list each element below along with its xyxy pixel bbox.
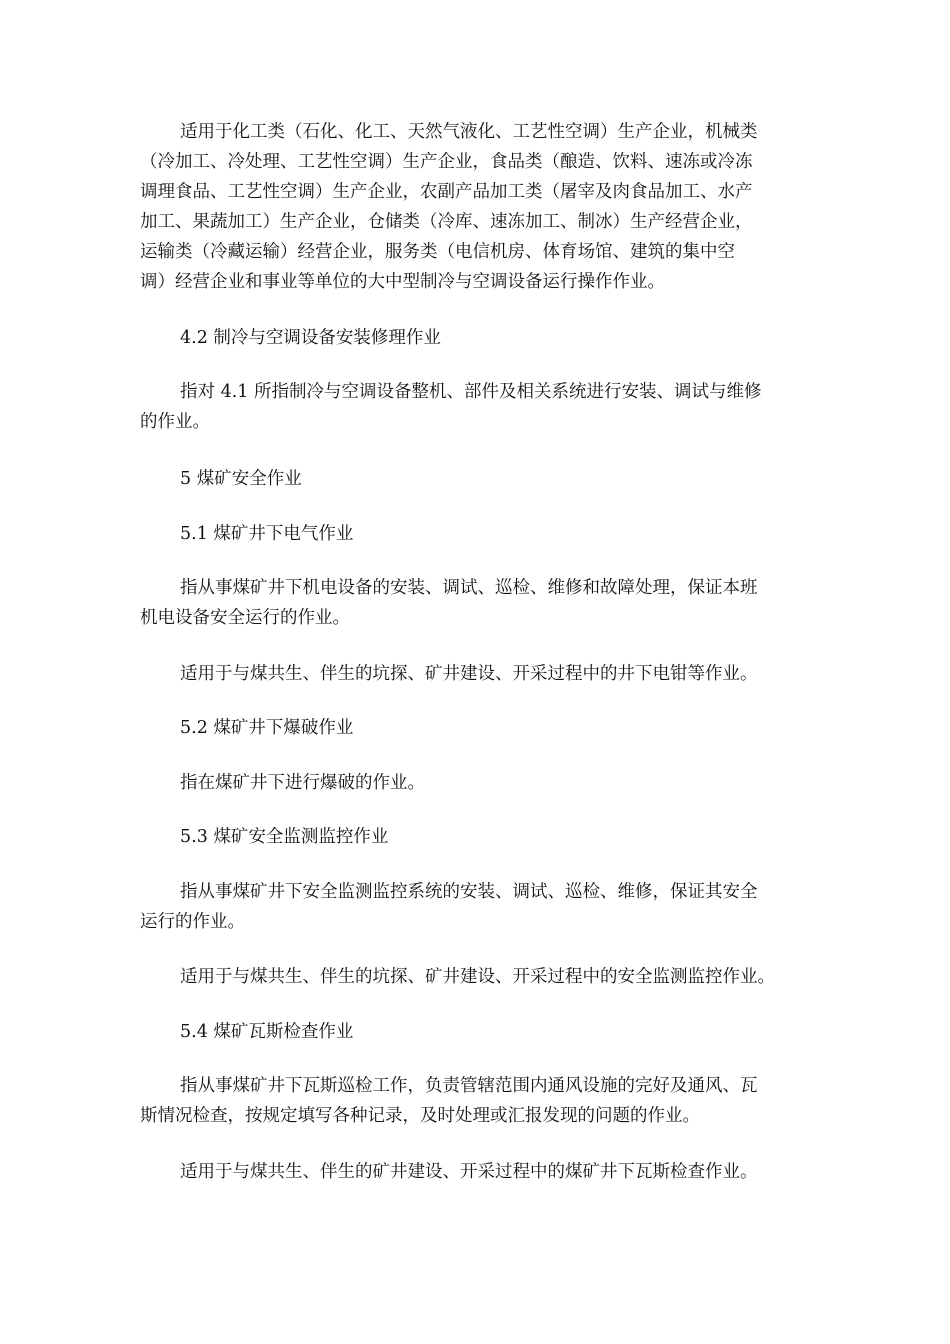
text-line: 适用于化工类（石化、化工、天然气液化、工艺性空调）生产企业，机械类 — [180, 122, 758, 142]
text-line: 适用于与煤共生、伴生的坑探、矿井建设、开采过程中的井下电钳等作业。 — [180, 664, 758, 684]
section-heading-5-2 — [140, 713, 830, 743]
paragraph-definition-4-2 — [140, 377, 830, 437]
paragraph-scope-5-3 — [140, 962, 830, 992]
paragraph-definition-5-3 — [140, 877, 830, 937]
text-line: 调）经营企业和事业等单位的大中型制冷与空调设备运行操作作业。 — [140, 272, 665, 292]
paragraph-definition-5-2 — [140, 768, 830, 798]
text-line: 指对 4.1 所指制冷与空调设备整机、部件及相关系统进行安装、调试与维修 — [180, 382, 762, 402]
section-heading-5-1 — [140, 519, 830, 549]
heading-text: 5.1 煤矿井下电气作业 — [180, 524, 354, 544]
heading-text: 5.3 煤矿安全监测监控作业 — [180, 827, 389, 847]
section-heading-5 — [140, 464, 830, 494]
heading-text: 4.2 制冷与空调设备安装修理作业 — [180, 328, 441, 348]
paragraph-scope-5-1 — [140, 659, 830, 689]
paragraph-definition-5-4 — [140, 1071, 830, 1131]
section-heading-4-2 — [140, 323, 830, 353]
text-line: 斯情况检查，按规定填写各种记录，及时处理或汇报发现的问题的作业。 — [140, 1106, 700, 1126]
text-line: 运行的作业。 — [140, 912, 245, 932]
text-line: 指从事煤矿井下瓦斯巡检工作，负责管辖范围内通风设施的完好及通风、瓦 — [180, 1076, 758, 1096]
heading-text: 5 煤矿安全作业 — [180, 469, 302, 489]
paragraph-definition-5-1 — [140, 573, 830, 633]
text-line: 指在煤矿井下进行爆破的作业。 — [180, 773, 425, 793]
text-line: 运输类（冷藏运输）经营企业，服务类（电信机房、体育场馆、建筑的集中空 — [140, 242, 735, 262]
text-line: 加工、果蔬加工）生产企业，仓储类（冷库、速冻加工、制冰）生产经营企业， — [140, 212, 753, 232]
text-line: 指从事煤矿井下安全监测监控系统的安装、调试、巡检、维修，保证其安全 — [180, 882, 758, 902]
text-line: 指从事煤矿井下机电设备的安装、调试、巡检、维修和故障处理，保证本班 — [180, 578, 758, 598]
section-heading-5-4 — [140, 1017, 830, 1047]
paragraph-scope-refrigeration-operation — [140, 117, 830, 297]
text-line: 的作业。 — [140, 412, 210, 432]
text-line: （冷加工、冷处理、工艺性空调）生产企业，食品类（酿造、饮料、速冻或冷冻 — [140, 152, 753, 172]
section-heading-5-3 — [140, 822, 830, 852]
heading-text: 5.2 煤矿井下爆破作业 — [180, 718, 354, 738]
text-line: 适用于与煤共生、伴生的坑探、矿井建设、开采过程中的安全监测监控作业。 — [180, 967, 775, 987]
text-line: 适用于与煤共生、伴生的矿井建设、开采过程中的煤矿井下瓦斯检查作业。 — [180, 1162, 758, 1182]
heading-text: 5.4 煤矿瓦斯检查作业 — [180, 1022, 354, 1042]
paragraph-scope-5-4 — [140, 1157, 830, 1187]
text-line: 机电设备安全运行的作业。 — [140, 608, 350, 628]
text-line: 调理食品、工艺性空调）生产企业，农副产品加工类（屠宰及肉食品加工、水产 — [140, 182, 753, 202]
